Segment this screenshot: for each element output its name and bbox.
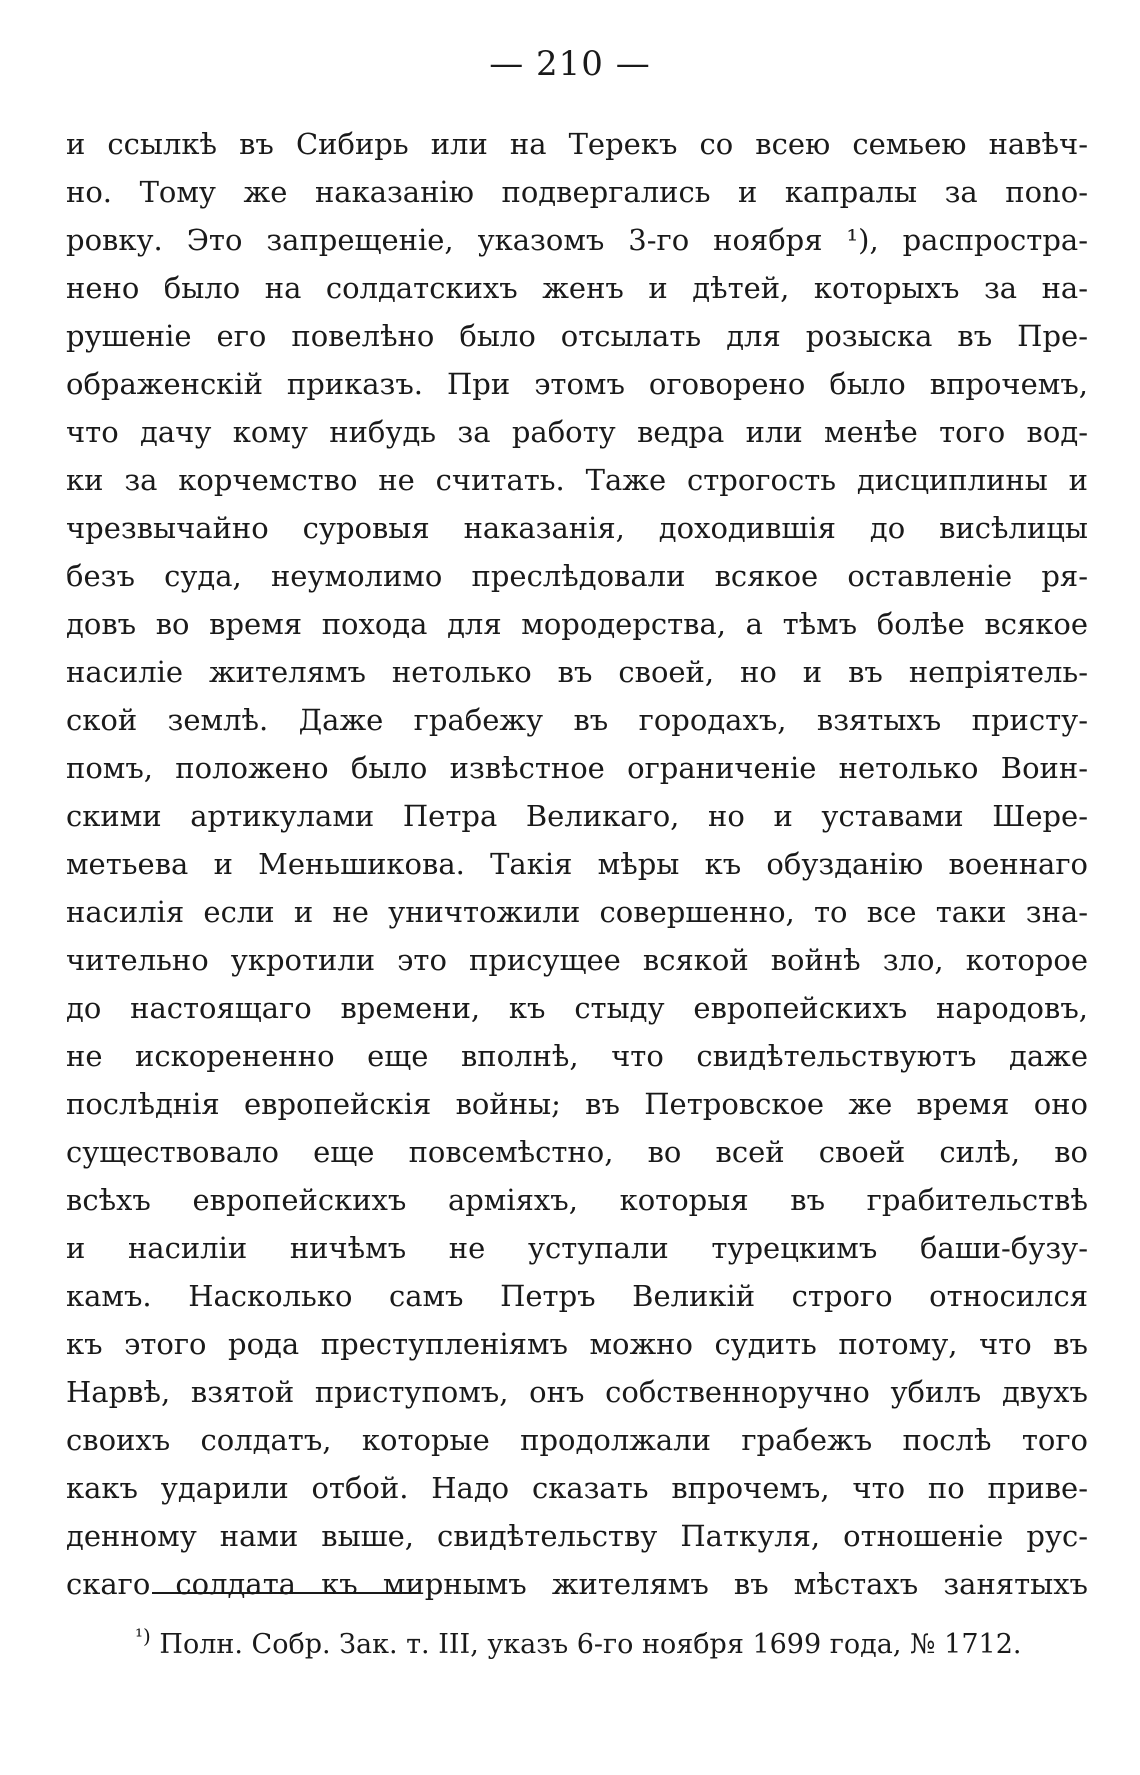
text-line: ки за корчемство не считать. Таже строгость дисциплины и xyxy=(66,463,1088,497)
text-line: до настоящаго времени, къ стыду европейскихъ народовъ, xyxy=(66,991,1088,1025)
text-line: послѣднія европейскія войны; въ Петровское же время оно xyxy=(66,1087,1088,1121)
text-line: нено было на солдатскихъ женъ и дѣтей, которыхъ за на- xyxy=(66,271,1088,305)
text-line: рушеніе его повелѣно было отсылать для розыска въ Пре- xyxy=(66,319,1088,353)
text-line: существовало еще повсемѣстно, во всей своей силѣ, во xyxy=(66,1135,1088,1169)
text-line: насиліе жителямъ нетолько въ своей, но и въ непріятель- xyxy=(66,655,1088,689)
text-line: ровку. Это запрещеніе, указомъ 3-го ноября ¹), распростра- xyxy=(66,223,1088,257)
text-line: безъ суда, неумолимо преслѣдовали всякое оставленіе ря- xyxy=(66,559,1088,593)
text-line: что дачу кому нибудь за работу ведра или менѣе того вод- xyxy=(66,415,1088,449)
text-line: какъ ударили отбой. Надо сказать впрочемъ, что по приве- xyxy=(66,1471,1088,1505)
text-line: метьева и Меньшикова. Такія мѣры къ обузданію военнаго xyxy=(66,847,1088,881)
text-line: не искорененно еще вполнѣ, что свидѣтельствуютъ даже xyxy=(66,1039,1088,1073)
text-line: насилія если и не уничтожили совершенно, то все таки зна- xyxy=(66,895,1088,929)
text-line: скаго солдата къ мирнымъ жителямъ въ мѣстахъ занятыхъ xyxy=(66,1567,1088,1601)
text-line: и насиліи ничѣмъ не уступали турецкимъ баши-бузу- xyxy=(66,1231,1088,1265)
text-line: помъ, положено было извѣстное ограниченіе нетолько Воин- xyxy=(66,751,1088,785)
text-line: чрезвычайно суровыя наказанія, доходившія до висѣлицы xyxy=(66,511,1088,545)
text-line: камъ. Насколько самъ Петръ Великій строго относился xyxy=(66,1279,1088,1313)
footnote-text: Полн. Собр. Зак. т. III, указъ 6-го ноября 1699 года, № 1712. xyxy=(159,1629,1022,1660)
text-line: къ этого рода преступленіямъ можно судить потому, что въ xyxy=(66,1327,1088,1361)
page-number: — 210 — xyxy=(489,44,651,84)
footnote-divider xyxy=(152,1592,420,1594)
text-line: ображенскій приказъ. При этомъ оговорено было впрочемъ, xyxy=(66,367,1088,401)
text-line: ской землѣ. Даже грабежу въ городахъ, взятыхъ присту- xyxy=(66,703,1088,737)
text-line: своихъ солдатъ, которые продолжали грабежъ послѣ того xyxy=(66,1423,1088,1457)
text-line: довъ во время похода для мородерства, а тѣмъ болѣе всякое xyxy=(66,607,1088,641)
text-line: всѣхъ европейскихъ арміяхъ, которыя въ грабительствѣ xyxy=(66,1183,1088,1217)
footnote-marker: ¹) xyxy=(135,1624,151,1648)
text-line: чительно укротили это присущее всякой войнѣ зло, которое xyxy=(66,943,1088,977)
text-line: и ссылкѣ въ Сибирь или на Терекъ со всею семьею навѣч- xyxy=(66,127,1088,161)
footnote xyxy=(135,1625,1021,1665)
text-line: Нарвѣ, взятой приступомъ, онъ собственноручно убилъ двухъ xyxy=(66,1375,1088,1409)
text-line: денному нами выше, свидѣтельству Паткуля, отношеніе рус- xyxy=(66,1519,1088,1553)
text-line: но. Тому же наказанію подвергались и капралы за пono- xyxy=(66,175,1088,209)
text-line: скими артикулами Петра Великаго, но и уставами Шере- xyxy=(66,799,1088,833)
body-text xyxy=(66,120,1088,1608)
